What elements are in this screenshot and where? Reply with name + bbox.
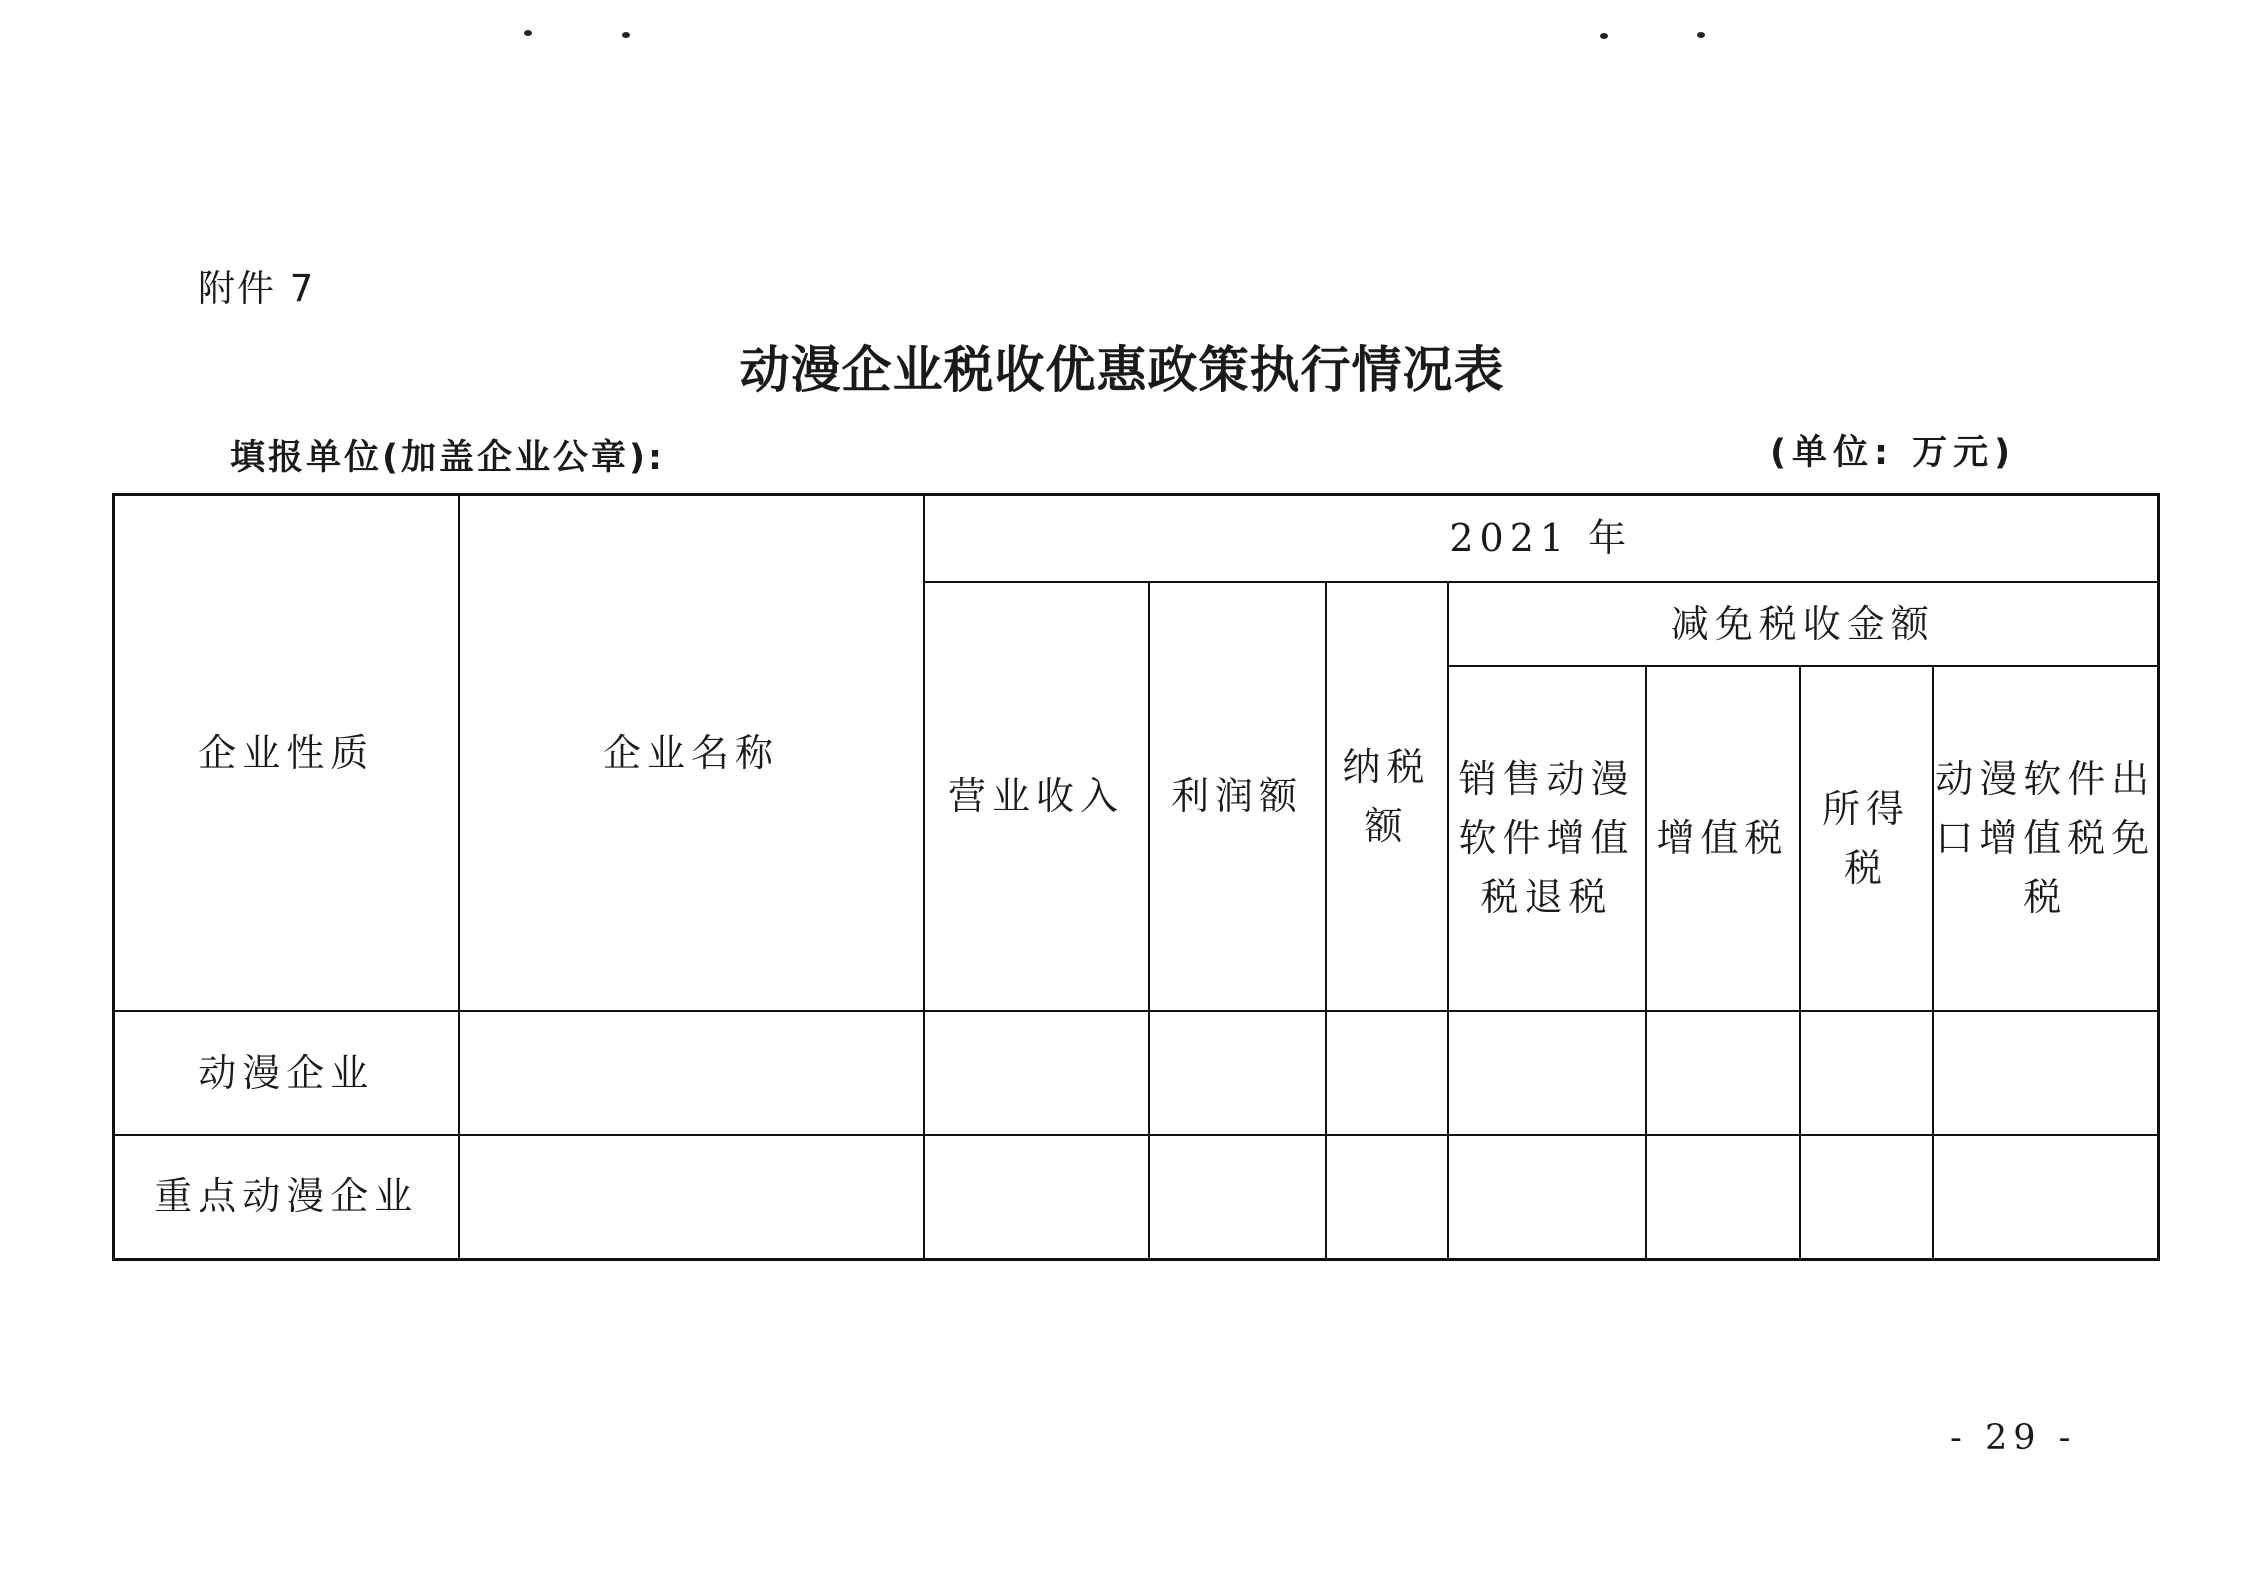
header-vat-refund: 销售动漫软件增值税退税 <box>1448 666 1646 1011</box>
table-row <box>114 1011 2159 1135</box>
tax-policy-table <box>112 493 2160 1261</box>
table-row <box>114 1135 2159 1259</box>
cell-tax-paid[interactable] <box>1326 1011 1448 1135</box>
header-enterprise-name: 企业名称 <box>459 495 924 1012</box>
cell-profit[interactable] <box>1149 1135 1326 1259</box>
header-export-exemption: 动漫软件出口增值税免税 <box>1933 666 2159 1011</box>
fill-unit-label: 填报单位(加盖企业公章): <box>230 438 665 478</box>
cell-name[interactable] <box>459 1135 924 1259</box>
cell-name[interactable] <box>459 1011 924 1135</box>
cell-income-tax[interactable] <box>1800 1135 1933 1259</box>
cell-vat[interactable] <box>1646 1135 1800 1259</box>
header-tax-paid: 纳税额 <box>1326 582 1448 1011</box>
cell-vat-refund[interactable] <box>1448 1011 1646 1135</box>
scan-speck <box>1697 32 1705 38</box>
cell-tax-paid[interactable] <box>1326 1135 1448 1259</box>
unit-note: (单位: 万元) <box>1770 433 2017 473</box>
attachment-label: 附件 7 <box>198 267 316 310</box>
scan-speck <box>1600 33 1608 39</box>
page-title: 动漫企业税收优惠政策执行情况表 <box>739 341 1505 399</box>
cell-vat-refund[interactable] <box>1448 1135 1646 1259</box>
page-number: - 29 - <box>1950 1418 2077 1458</box>
cell-income-tax[interactable] <box>1800 1011 1933 1135</box>
header-profit: 利润额 <box>1149 582 1326 1011</box>
scan-speck <box>524 30 532 36</box>
cell-revenue[interactable] <box>924 1011 1149 1135</box>
header-tax-reduction-amount: 减免税收金额 <box>1448 582 2159 666</box>
cell-revenue[interactable] <box>924 1135 1149 1259</box>
header-income-tax: 所得税 <box>1800 666 1933 1011</box>
header-revenue: 营业收入 <box>924 582 1149 1011</box>
header-year: 2021 年 <box>924 495 2159 583</box>
cell-export-exemption[interactable] <box>1933 1011 2159 1135</box>
cell-nature: 重点动漫企业 <box>114 1135 459 1259</box>
cell-nature: 动漫企业 <box>114 1011 459 1135</box>
cell-vat[interactable] <box>1646 1011 1800 1135</box>
scan-speck <box>622 32 630 38</box>
header-vat: 增值税 <box>1646 666 1800 1011</box>
header-row-year <box>114 495 2159 583</box>
cell-export-exemption[interactable] <box>1933 1135 2159 1259</box>
cell-profit[interactable] <box>1149 1011 1326 1135</box>
header-enterprise-nature: 企业性质 <box>114 495 459 1012</box>
